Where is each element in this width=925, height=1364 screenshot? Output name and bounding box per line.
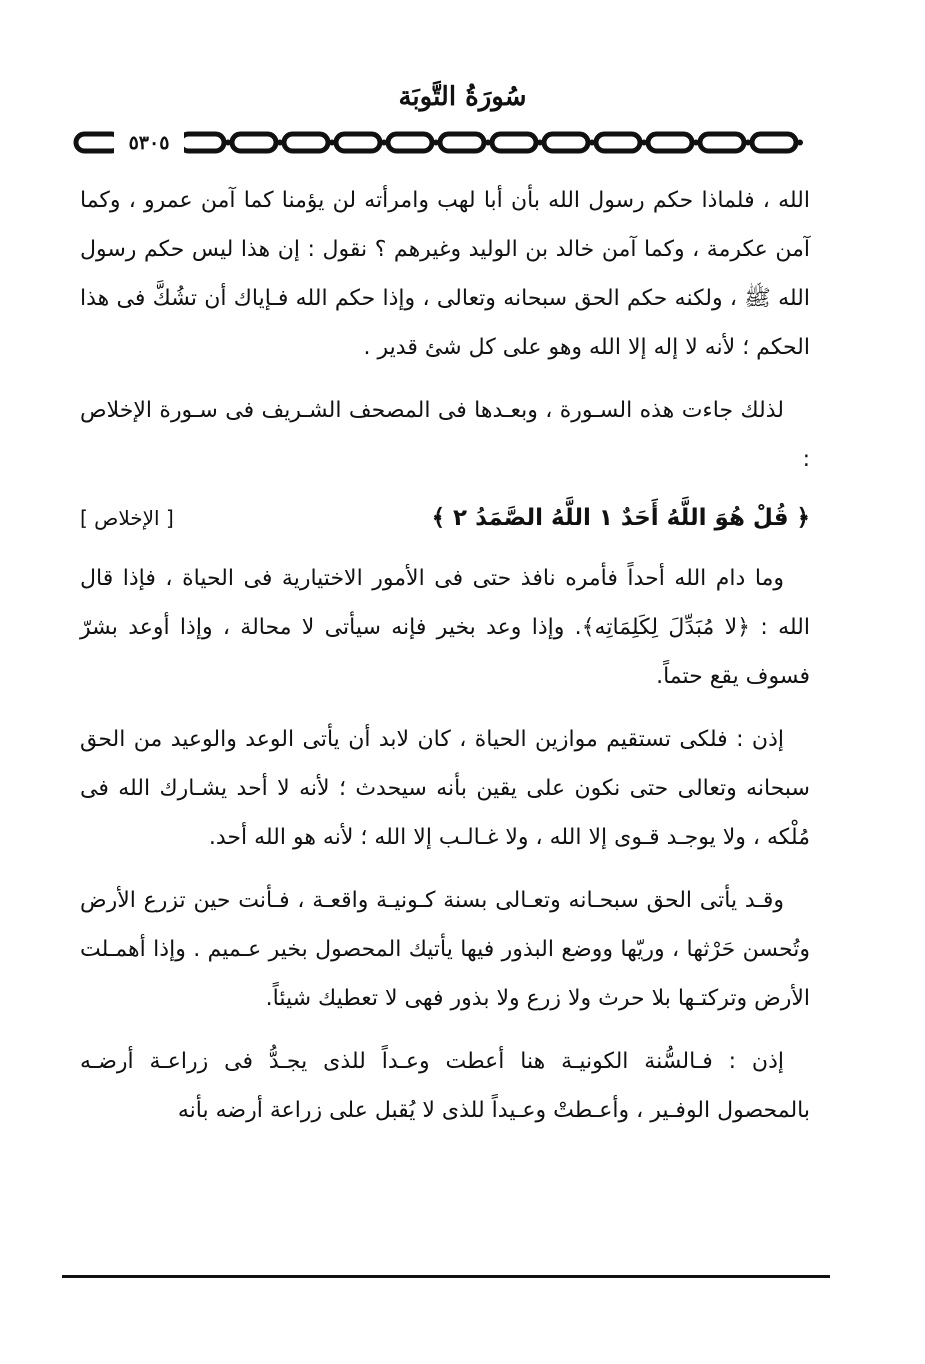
chain-link xyxy=(752,134,796,151)
chain-link xyxy=(492,134,536,151)
chain-link xyxy=(180,134,224,151)
body-text xyxy=(80,176,810,1149)
paragraph: إذن : فلكى تستقيم موازين الحياة ، كان لابد أن يأتى الوعد والوعيد من الحق سبحانه وتعالى حتى نكون على يقين بأنه سيحدث ؛ لأنه لا أحد يشـارك الله فى مُلْكه ، ولا يوجـد قـوى إلا الله ، ولا غـالـب إلا الله ؛ لأنه هو الله أحد. xyxy=(80,727,810,850)
surah-title: سُورَةُ التَّوبَة xyxy=(398,82,527,112)
chain-dot xyxy=(797,140,803,146)
paragraph: لذلك جاءت هذه السـورة ، وبعـدها فى المصحف الشـريف فى سـورة الإخلاص : xyxy=(80,398,810,472)
chain-link xyxy=(284,134,328,151)
chain-link xyxy=(700,134,744,151)
quran-verse: ﴿ قُلْ هُوَ اللَّهُ أَحَدٌ ١ اللَّهُ الصَّمَدُ ٢ ﴾ xyxy=(431,505,810,531)
chain-link xyxy=(232,134,276,151)
chain-link xyxy=(596,134,640,151)
paragraph: وقـد يأتى الحق سبحـانه وتعـالى بسنة كـونيـة واقعـة ، فـأنت حين تزرع الأرض وتُحسن حَرْثها ، وريّها ووضع البذور فيها يأتيك المحصول بخير عـميم . وإذا أهمـلت الأرض وتركتـها بلا حرث ولا زرع ولا بذور فهى لا تعطيك شيئاً. xyxy=(80,888,810,1011)
chain-link xyxy=(544,134,588,151)
chain-link xyxy=(648,134,692,151)
paragraph: وما دام الله أحداً فأمره نافذ حتى فى الأمور الاختيارية فى الحياة ، فإذا قال الله : ﴿لا مُبَدِّلَ لِكَلِمَاتِه﴾. وإذا وعد بخير فإنه سيأتى لا محالة ، وإذا أوعد بشرّ فسوف يقع حتماً. xyxy=(80,566,810,689)
verse-reference: [ الإخلاص ] xyxy=(80,506,174,530)
paragraph: الله ، فلماذا حكم رسول الله بأن أبا لهب وامرأته لن يؤمنا كما آمن عمرو ، وكما آمن عكرمة ، وكما آمن خالد بن الوليد وغيرهم ؟ نقول : إن هذا ليس حكم رسول الله ﷺ ، ولكنه حكم الحق سبحانه وتعالى ، وإذا حكم الله فـإياك أن تشُكَّ فى هذا الحكم ؛ لأنه لا إله إلا الله وهو على كل شئ قدير . xyxy=(80,188,810,360)
paragraph: إذن : فـالسُّنة الكونيـة هنا أعطت وعـداً للذى يجـدُّ فى زراعـة أرضـه بالمحصول الوفـير ، وأعـطتْ وعـيداً للذى لا يُقبل على زراعة أرضه بأنه xyxy=(80,1049,810,1123)
bottom-rule xyxy=(62,1275,830,1278)
chain-link xyxy=(336,134,380,151)
chain-link xyxy=(440,134,484,151)
chain-link xyxy=(388,134,432,151)
page-number: ٥٣٠٥ xyxy=(114,131,184,155)
quran-verse-block xyxy=(80,498,810,538)
chain-border-ornament xyxy=(72,128,832,158)
